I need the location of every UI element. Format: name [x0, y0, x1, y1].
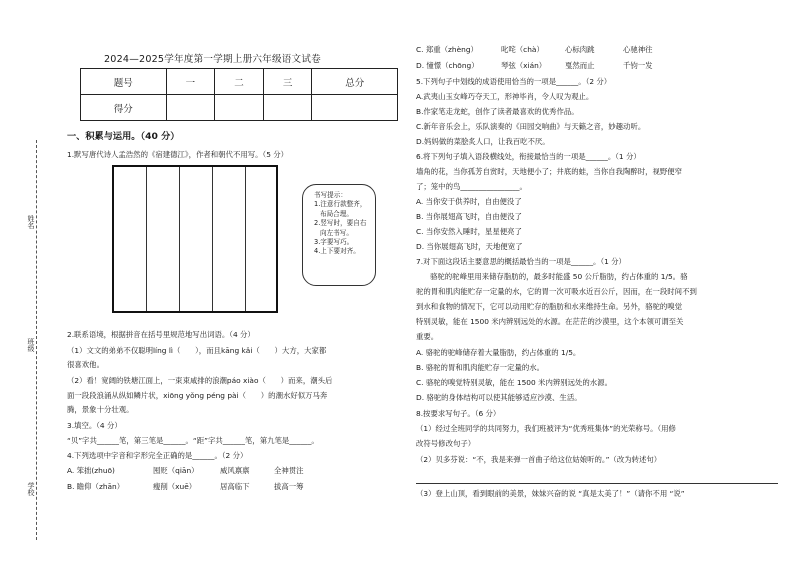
q1-text: 1.默写唐代诗人孟浩然的《宿建德江》，作者和朝代不用写。（5 分）: [67, 150, 289, 159]
q2-line4: 面一段段浪涌从纵如鳞片状，xiōng yǒng péng pài（ ）的潮水好似万马奔: [67, 391, 328, 400]
hint-line: 3.字要写巧。: [314, 238, 354, 247]
header-part2: 二: [215, 69, 264, 95]
q7-option-b: B. 骆驼的胃和肌肉能贮存一定量的水。: [416, 363, 545, 372]
q6-text: 6.将下列句子填入语段横线处，衔接最恰当的一项是______。（1 分）: [416, 152, 641, 161]
q4-option-c-word4: 心驰神往: [623, 45, 653, 54]
q4-option-b-word3: 居高临下: [220, 482, 250, 491]
q5-option-c: C.新年音乐会上，乐队演奏的《田园交响曲》与天籁之音，妙趣动听。: [416, 122, 646, 131]
q6-passage-line1: 墙角的花，当你孤芳自赏时，天地便小了；井底的蛙，当你自我陶醉时，视野便窄: [416, 167, 683, 176]
score-cell[interactable]: [312, 95, 398, 121]
q4-option-a-word3: 威风禀禀: [220, 466, 250, 475]
hint-line: 1.注意行款整齐，: [314, 200, 367, 209]
hint-line: 4.上下要对齐。: [314, 247, 360, 256]
q7-paragraph-line: 驼的胃和肌肉能贮存一定量的水，它的胃一次可吸水近百公斤，因而，在一段时间不到: [416, 287, 697, 296]
q2-line2: 很喜欢他。: [67, 360, 104, 369]
section1-heading: 一、积累与运用。（40 分）: [67, 131, 180, 142]
q4-option-d: D. 憧憬（chōng）: [416, 61, 479, 70]
q2-line5: 腾，景象十分壮观。: [67, 405, 134, 414]
q2-line1: （1）文文的弟弟不仅聪明líng lì（ ），而且kāng kǎi（ ）大方，大家都: [67, 346, 327, 355]
q4-option-b-word4: 拔高一筹: [274, 482, 304, 491]
q4-option-c-word2: 叱咤（chà）: [501, 45, 544, 54]
binding-line: [36, 140, 37, 540]
q4-option-b-word2: 瘦削（xuē）: [153, 482, 197, 491]
class-label: 班级: [27, 338, 35, 352]
header-part1: 一: [166, 69, 215, 95]
q5-option-d: D.妈妈做的菜脍炙人口，让我百吃不厌。: [416, 137, 550, 146]
hint-line: 布局合理。: [320, 209, 353, 218]
name-label: 姓名: [27, 215, 35, 229]
q4-option-d-word4: 千钧一发: [623, 61, 653, 70]
q8-answer-line[interactable]: [416, 483, 778, 484]
header-part3: 三: [263, 69, 312, 95]
hint-line: 2.竖写时，要自右: [314, 219, 367, 228]
poem-writing-grid[interactable]: [112, 165, 278, 313]
q7-paragraph-line: 骆驼的驼峰里用来储存脂肪的，最多时能盛 50 公斤脂肪，约占体重的 1/5。骆: [430, 272, 688, 281]
q4-text: 4.下列选项中字音和字形完全正确的是______。（2 分）: [67, 451, 248, 460]
q4-option-c: C. 郑重（zhèng）: [416, 45, 478, 54]
q8-text: 8.按要求写句子。（6 分）: [416, 409, 501, 418]
q6-option-b: B. 当你展翅高飞时，自由便没了: [416, 212, 522, 221]
q7-paragraph-line: 重要。: [416, 332, 439, 341]
q7-option-c: C. 骆驼的嗅觉特别灵敏，能在 1500 米内辨别远处的水源。: [416, 378, 612, 387]
q4-option-a-word2: 囤贬（qiān）: [153, 466, 199, 475]
q7-paragraph-line: 到水和食物的情况下，它可以动用贮存的脂肪和水来维持生命。另外，骆驼的嗅觉: [416, 302, 683, 311]
q2-line3: （2）看！宽阔的铁塘江面上，一束束咸排的浪潮páo xiào（ ）而来，潮头后: [67, 376, 333, 385]
q6-option-c: C. 当你安然入睡时，星星便亮了: [416, 227, 522, 236]
q7-paragraph-line: 特别灵敏，能在 1500 米内辨别远处的水源。在茫茫的沙漠里，这个本领可谓至关: [416, 317, 684, 326]
score-cell[interactable]: [215, 95, 264, 121]
hint-line: 向左书写。: [320, 228, 353, 237]
row-label-score: 得分: [81, 95, 167, 121]
q5-option-a: A.武夷山玉女峰巧夺天工，形神毕肖，令人叹为观止。: [416, 92, 594, 101]
score-table: [80, 68, 398, 121]
q4-option-d-word2: 琴弦（xián）: [501, 61, 547, 70]
q3-line: “贝”字共______笔，第三笔是______。“距”字共______笔，第九笔是______。: [67, 436, 319, 445]
q2-text: 2.联系语境，根据拼音在括号里规范地写出词语。（4 分）: [67, 330, 255, 339]
q8-item2: （2）贝多芬说：“不，我是来弹一首曲子给这位姑娘听的。”（改为转述句）: [416, 455, 662, 464]
q3-text: 3.填空。（4 分）: [67, 421, 122, 430]
q6-passage-line2: 了；笼中的鸟________________。: [416, 182, 527, 191]
score-cell[interactable]: [166, 95, 215, 121]
q4-option-d-word3: 戛然而止: [565, 61, 595, 70]
q7-text: 7.对下面这段话主要意思的概括最恰当的一项是______。（1 分）: [416, 257, 626, 266]
q8-item3: （3）登上山顶，看到眼前的美景，妹妹兴奋的说 “真是太美了！”（请你不用 “说”: [416, 489, 685, 498]
school-label: 学校: [27, 482, 35, 496]
exam-title: 2024—2025学年度第一学期上册六年级语文试卷: [104, 54, 321, 65]
hint-title: 书写提示：: [314, 191, 347, 199]
q7-option-d: D. 骆驼的身体结构可以使其能够适应沙漠、生活。: [416, 393, 582, 402]
q5-option-b: B.作家笔走龙蛇，创作了读者最喜欢的优秀作品。: [416, 107, 579, 116]
q7-option-a: A. 骆驼的驼峰储存着大量脂肪，约占体重的 1/5。: [416, 348, 581, 357]
q8-item1-line1: （1）经过全班同学的共同努力，我们班被评为“优秀班集体”的光荣称号。（用修: [416, 424, 676, 433]
q4-option-c-word3: 心标肉跳: [565, 45, 595, 54]
q4-option-a: A. 笨拙(zhuō): [67, 466, 115, 475]
header-question-no: 题号: [81, 69, 167, 95]
score-cell[interactable]: [263, 95, 312, 121]
q4-option-a-word4: 全神贯注: [274, 466, 304, 475]
q4-option-b: B. 瞻仰（zhān）: [67, 482, 125, 491]
q8-item1-line2: 改符号修改句子）: [416, 439, 476, 448]
q6-option-d: D. 当你展翅高飞时，天地便宽了: [416, 242, 523, 251]
q6-option-a: A. 当你安于供养时，自由便没了: [416, 197, 522, 206]
writing-hint-box: [302, 184, 376, 286]
q5-text: 5.下列句子中划线的成语使用恰当的一项是______。（2 分）: [416, 77, 612, 86]
header-total: 总分: [312, 69, 398, 95]
